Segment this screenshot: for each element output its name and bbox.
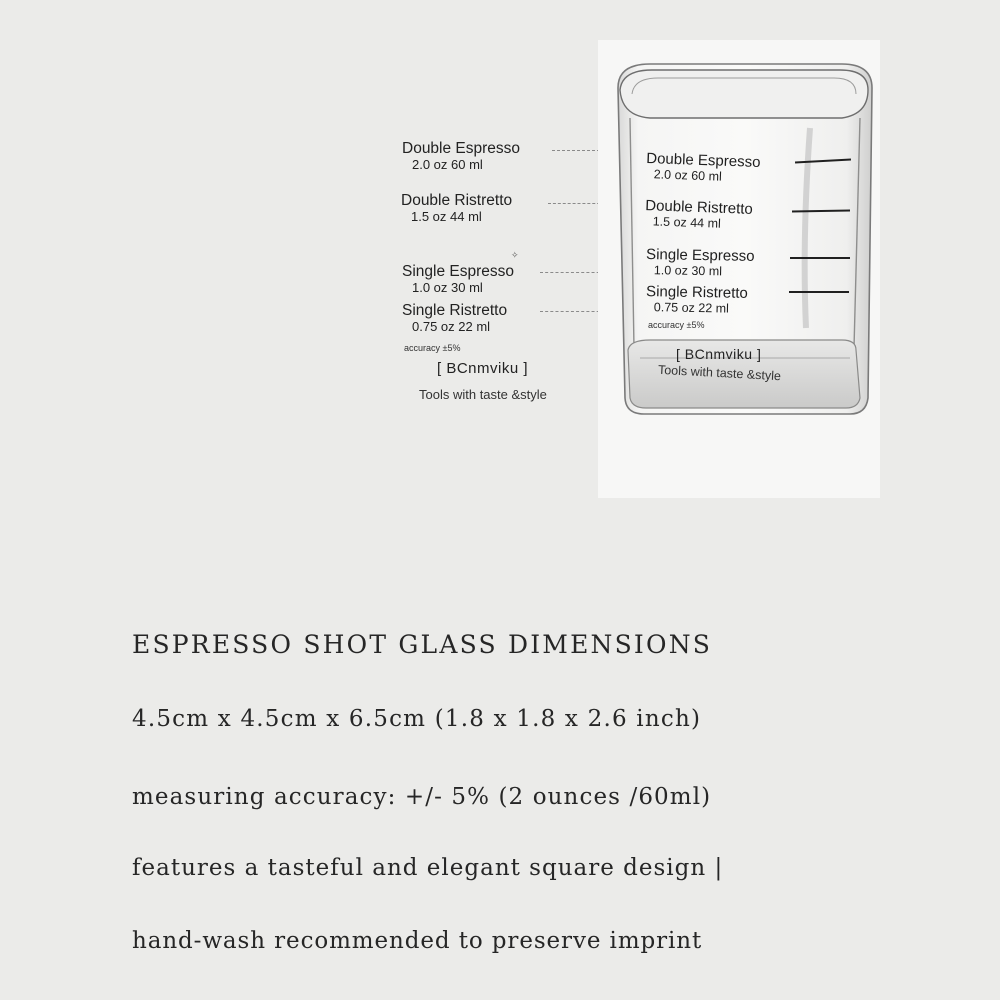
label-name: Double Ristretto [401, 192, 513, 209]
label-double-ristretto [401, 192, 512, 224]
spec-title: ESPRESSO SHOT GLASS DIMENSIONS [132, 630, 713, 659]
sparkle-icon: ✧ [511, 250, 519, 260]
glass-label-double-espresso [646, 151, 761, 185]
spec-dimensions: 4.5cm x 4.5cm x 6.5cm (1.8 x 1.8 x 2.6 inch) [132, 706, 702, 732]
glass-label-single-ristretto [646, 284, 748, 316]
glass-label-name: Double Espresso [645, 150, 761, 171]
label-volume: 0.75 oz 22 ml [412, 319, 491, 334]
glass-label-name: Single Espresso [645, 246, 755, 265]
glass-label-name: Double Ristretto [644, 197, 754, 218]
label-single-espresso [402, 263, 514, 295]
glass-label-volume: 0.75 oz 22 ml [653, 300, 730, 316]
label-volume: 1.5 oz 44 ml [411, 209, 482, 224]
label-single-ristretto [402, 302, 507, 334]
shot-glass-illustration [610, 58, 882, 416]
label-volume: 2.0 oz 60 ml [412, 157, 483, 172]
spec-care: hand-wash recommended to preserve imprint [132, 928, 703, 954]
label-name: Single Ristretto [402, 302, 508, 319]
spec-feature: features a tasteful and elegant square design | [132, 855, 724, 881]
glass-label-volume: 1.0 oz 30 ml [653, 263, 723, 279]
glass-label-single-espresso [646, 247, 755, 279]
label-volume: 1.0 oz 30 ml [412, 280, 483, 295]
label-name: Double Espresso [402, 140, 521, 157]
glass-label-name: Single Ristretto [645, 283, 748, 302]
scale-mark [789, 291, 849, 293]
glass-label-volume: 2.0 oz 60 ml [653, 167, 723, 184]
accuracy-note: accuracy ±5% [404, 343, 461, 353]
brand-tagline: Tools with taste &style [419, 387, 547, 402]
spec-accuracy: measuring accuracy: +/- 5% (2 ounces /60ml) [132, 784, 712, 810]
glass-label-volume: 1.5 oz 44 ml [652, 214, 722, 231]
glass-brand-name: [ BCnmviku ] [676, 346, 762, 362]
scale-mark [790, 257, 850, 259]
glass-label-double-ristretto [645, 198, 754, 232]
glass-accuracy-note: accuracy ±5% [648, 320, 705, 330]
label-double-espresso [402, 140, 520, 172]
glass-brand-tagline: Tools with taste &style [657, 362, 782, 384]
label-name: Single Espresso [402, 263, 515, 280]
brand-name: [ BCnmviku ] [437, 360, 529, 377]
